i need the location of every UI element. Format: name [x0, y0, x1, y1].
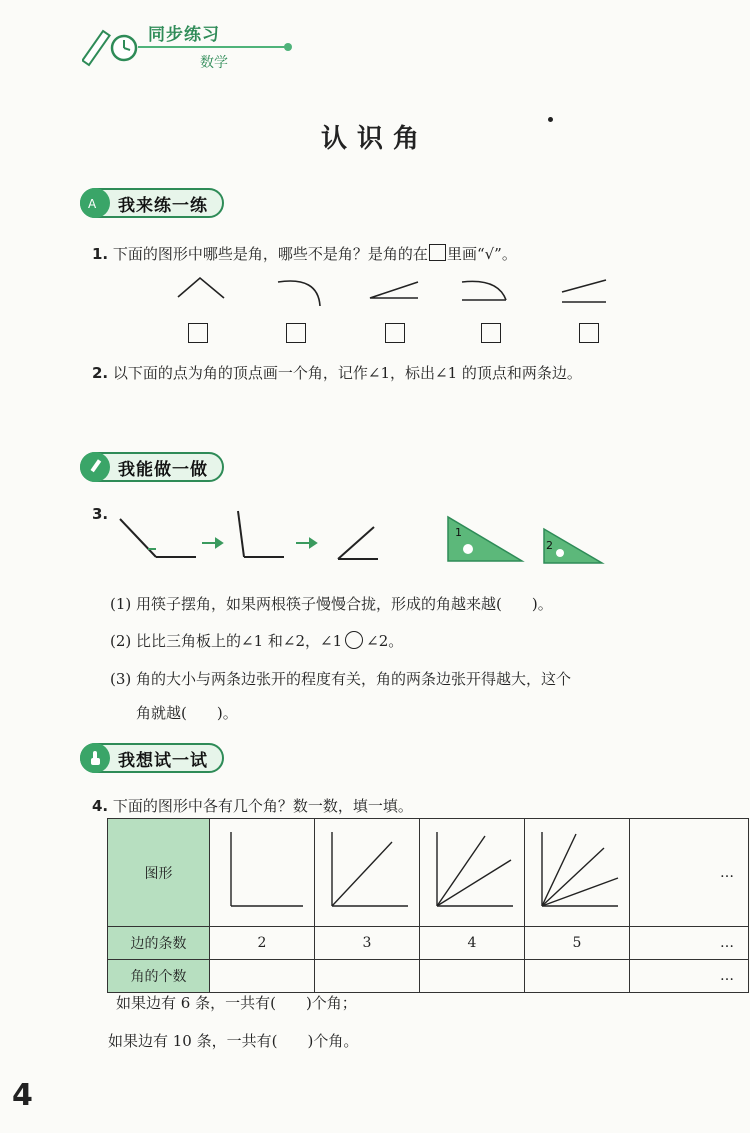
question-text: 以下面的点为角的顶点画一个角，记作∠1，标出∠1 的顶点和两条边。 — [112, 364, 582, 382]
svg-text:A: A — [88, 197, 97, 211]
question-3 — [92, 503, 108, 525]
header-rule — [138, 46, 288, 48]
q1-figures — [170, 272, 620, 312]
row-header: 图形 — [108, 819, 210, 927]
angle-count-input[interactable] — [315, 960, 420, 993]
checkbox-sample — [429, 244, 446, 261]
angle-count-more: … — [630, 960, 749, 993]
question-1 — [92, 243, 517, 265]
arrow-icon-2 — [296, 539, 316, 547]
vertex-point[interactable] — [548, 117, 553, 122]
section-badge-try — [80, 743, 224, 773]
rays-4 — [427, 826, 517, 916]
q4-follow-2 — [108, 1030, 358, 1052]
arrow-icon-1 — [202, 539, 222, 547]
rays-3 — [322, 826, 412, 916]
triangle-label-1: 1 — [455, 526, 462, 539]
chopsticks-3 — [338, 527, 378, 559]
answer-box-3[interactable] — [385, 323, 405, 343]
table-row-angles — [108, 960, 749, 993]
follow-2-text: 如果边有 10 条，一共有( — [108, 1032, 278, 1050]
question-4 — [92, 795, 413, 817]
row-header: 角的个数 — [108, 960, 210, 993]
edge-count: 4 — [420, 927, 525, 960]
set-square-2 — [544, 529, 602, 563]
section-badge-doit — [80, 452, 224, 482]
question-number: 3. — [92, 505, 109, 523]
sub3-end: )。 — [216, 704, 238, 722]
q3-sub2 — [110, 630, 403, 652]
section-label: 我来练一练 — [118, 195, 208, 216]
compare-circle[interactable] — [345, 631, 363, 649]
figure-1 — [178, 278, 224, 298]
sub1-end: )。 — [531, 595, 553, 613]
sub2-end: ∠2。 — [366, 632, 404, 650]
figure-3 — [370, 282, 418, 298]
page-number: 4 — [12, 1078, 33, 1113]
row-header: 边的条数 — [108, 927, 210, 960]
sub1-text: (1) 用筷子摆角，如果两根筷子慢慢合拢，形成的角越来越( — [110, 595, 502, 613]
question-2 — [92, 362, 582, 384]
angle-count-input[interactable] — [420, 960, 525, 993]
triangle-label-2: 2 — [546, 539, 553, 552]
answer-box-2[interactable] — [286, 323, 306, 343]
pencil-clock-logo-icon — [82, 18, 142, 72]
edge-count: 5 — [525, 927, 630, 960]
figure-4 — [462, 281, 506, 300]
angle-count-table — [107, 818, 749, 993]
figure-5 — [562, 280, 606, 302]
header-title: 同步练习 — [148, 25, 220, 45]
question-text: 下面的图形中哪些是角，哪些不是角？是角的在 — [112, 245, 428, 263]
edge-count-more: … — [630, 927, 749, 960]
q3-sub1 — [110, 593, 553, 615]
angle-count-input[interactable] — [210, 960, 315, 993]
section-badge-practice — [80, 188, 224, 218]
angle-count-input[interactable] — [525, 960, 630, 993]
edge-count: 3 — [315, 927, 420, 960]
sub3-text-b: 角就越( — [136, 704, 187, 722]
chopsticks-1 — [120, 519, 196, 557]
edge-count: 2 — [210, 927, 315, 960]
header-dot — [284, 43, 292, 51]
table-row-edges — [108, 927, 749, 960]
set-square-1 — [448, 517, 522, 561]
figure-cell-more: … — [630, 819, 749, 927]
q3-sub3 — [110, 668, 571, 690]
rays-5 — [532, 826, 622, 916]
q4-follow-1 — [116, 992, 357, 1014]
question-number: 1. — [92, 245, 109, 263]
abc-icon — [80, 188, 110, 218]
q3-sub3-cont — [136, 702, 238, 724]
figure-cell-2 — [210, 819, 315, 927]
question-text: 里画“√”。 — [446, 245, 517, 263]
rays-2 — [217, 826, 307, 916]
follow-1-text: 如果边有 6 条，一共有( — [116, 994, 276, 1012]
follow-1-end: )个角； — [305, 994, 357, 1012]
figure-cell-4 — [420, 819, 525, 927]
pencil-icon — [80, 452, 110, 482]
sub3-text: (3) 角的大小与两条边张开的程度有关，角的两条边张开得越大，这个 — [110, 670, 572, 688]
answer-box-4[interactable] — [481, 323, 501, 343]
header-subtitle: 数学 — [200, 55, 228, 71]
answer-box-5[interactable] — [579, 323, 599, 343]
chopsticks-2 — [238, 511, 284, 557]
sub2-text: (2) 比比三角板上的∠1 和∠2，∠1 — [110, 632, 343, 650]
question-text: 下面的图形中各有几个角？数一数，填一填。 — [112, 797, 413, 815]
figure-cell-5 — [525, 819, 630, 927]
q3-figures — [108, 505, 608, 575]
section-label: 我想试一试 — [118, 750, 208, 771]
hand-pointer-icon — [80, 743, 110, 773]
answer-box-1[interactable] — [188, 323, 208, 343]
figure-2 — [278, 281, 320, 306]
figure-cell-3 — [315, 819, 420, 927]
section-label: 我能做一做 — [118, 459, 208, 480]
question-number: 2. — [92, 364, 109, 382]
table-row-figures — [108, 819, 749, 927]
follow-2-end: )个角。 — [307, 1032, 359, 1050]
page-title: 认识角 — [320, 124, 429, 154]
question-number: 4. — [92, 797, 109, 815]
